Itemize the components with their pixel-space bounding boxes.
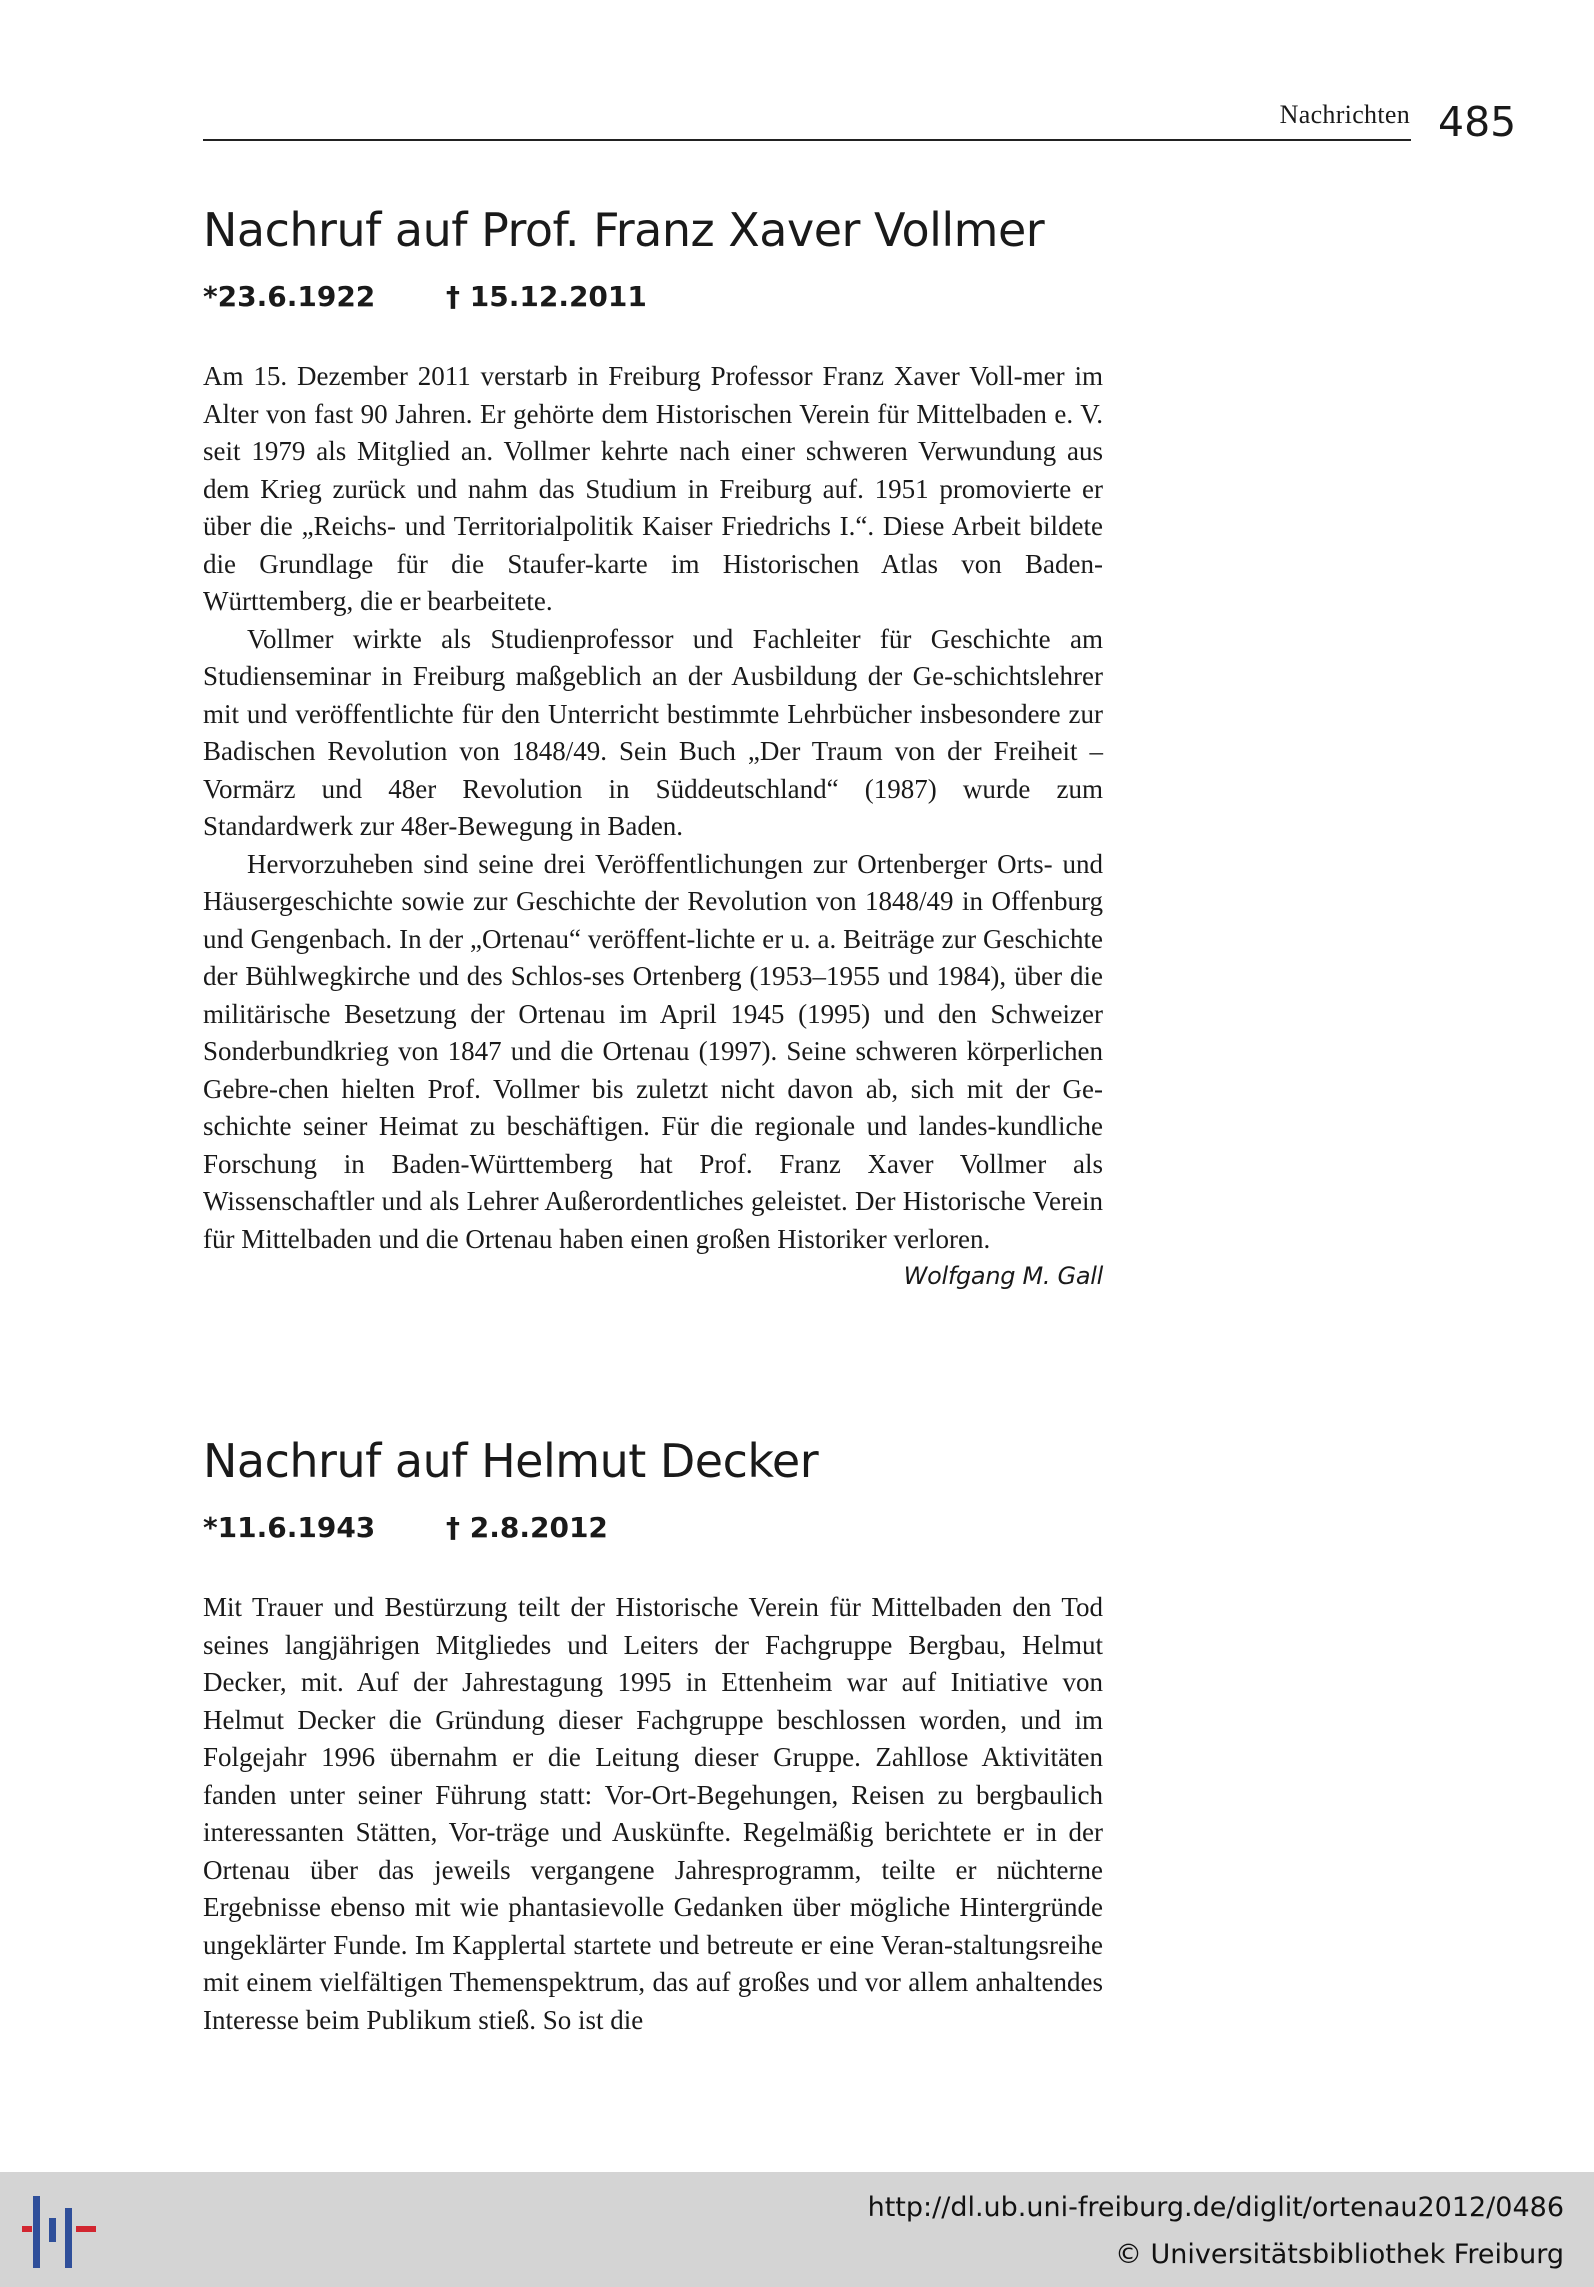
death-date: † 2.8.2012: [446, 1511, 608, 1545]
birth-date: *23.6.1922: [203, 280, 376, 314]
death-date: † 15.12.2011: [446, 280, 647, 314]
source-url-link[interactable]: http://dl.ub.uni-freiburg.de/diglit/ortenau2012/0486: [867, 2192, 1564, 2223]
page-number: 485: [1438, 98, 1517, 146]
paragraph-text: Hervorzuheben sind seine drei Veröffentlichungen zur Ortenberger Orts- und Häusergeschichte sowie zur Geschichte der Revolution von 1848/49 in Offenburg und Gengenbach. In der „Ortenau“ veröffent-lichte er u. a. Beiträge zur Geschichte der Bühlwegkirche und des Schlos-ses Ortenberg (1953–1955 und 1984), über die militärische Besetzung der Ortenau im April 1945 (1995) und den Schweizer Sonderbundkrieg von 1847 und die Ortenau (1997). Seine schweren körperlichen Gebre-chen hielten Prof. Vollmer bis zuletzt nicht davon ab, sich mit der Ge-schichte seiner Heimat zu beschäftigen. Für die regionale und landes-kundliche Forschung in Baden-Württemberg hat Prof. Franz Xaver Vollmer als Wissenschaftler und als Lehrer Außerordentliches geleistet. Der Historische Verein für Mittelbaden und die Ortenau haben einen großen Historiker verloren.: [203, 848, 1103, 1254]
article-vollmer: [203, 203, 1103, 1296]
paragraph: Mit Trauer und Bestürzung teilt der Historische Verein für Mittelbaden den Tod seines langjährigen Mitgliedes und Leiters der Fachgruppe Bergbau, Helmut Decker, mit. Auf der Jahrestagung 1995 in Ettenheim war auf Initiative von Helmut Decker die Gründung dieser Fachgruppe beschlossen worden, und im Folgejahr 1996 übernahm er die Leitung dieser Gruppe. Zahllose Aktivitäten fanden unter seiner Führung statt: Vor-Ort-Begehungen, Reisen zu bergbaulich interessanten Stätten, Vor-träge und Auskünfte. Regelmäßig berichtete er in der Ortenau über das jeweils vergangene Jahresprogramm, teilte er nüchterne Ergebnisse ebenso mit wie phantasievolle Gedanken über mögliche Hintergründe ungeklärter Funde. Im Kapplertal startete und betreute er eine Veran-staltungsreihe mit einem vielfältigen Themenspektrum, das auf großes und vor allem anhaltendes Interesse beim Publikum stieß. So ist die: [203, 1592, 1103, 2035]
ub-freiburg-logo-icon: [20, 2190, 100, 2277]
paragraph: Am 15. Dezember 2011 verstarb in Freiburg Professor Franz Xaver Voll-mer im Alter von fast 90 Jahren. Er gehörte dem Historischen Verein für Mittelbaden e. V. seit 1979 als Mitglied an. Vollmer kehrte nach einer schweren Verwundung aus dem Krieg zurück und nahm das Studium in Freiburg auf. 1951 promovierte er über die „Reichs- und Territorialpolitik Kaiser Friedrichs I.“. Diese Arbeit bildete die Grundlage für die Staufer-karte im Historischen Atlas von Baden-Württemberg, die er bearbeitete.: [203, 361, 1103, 617]
life-dates: [203, 1511, 1103, 1551]
paragraph: [203, 846, 1103, 1291]
footer-bar: [0, 2172, 1594, 2287]
paragraph: Vollmer wirkte als Studienprofessor und Fachleiter für Geschichte am Studienseminar in Freiburg maßgeblich an der Ausbildung der Ge-schichtslehrer mit und veröffentlichte für den Unterricht bestimmte Lehrbücher insbesondere zur Badischen Revolution von 1848/49. Sein Buch „Der Traum von der Freiheit – Vormärz und 48er Revolution in Süddeutschland“ (1987) wurde zum Standardwerk zur 48er-Bewegung in Baden.: [203, 623, 1103, 842]
article-body: [203, 1589, 1103, 2039]
header-rule: [203, 139, 1411, 141]
author-signature: Wolfgang M. Gall: [903, 1262, 1103, 1291]
article-title: Nachruf auf Prof. Franz Xaver Vollmer: [203, 203, 1045, 257]
life-dates: [203, 280, 1103, 320]
article-body: [203, 358, 1103, 1291]
copyright-notice: © Universitätsbibliothek Freiburg: [1114, 2239, 1564, 2270]
header-section-label: Nachrichten: [1279, 100, 1410, 129]
article-title: Nachruf auf Helmut Decker: [203, 1434, 819, 1488]
article-decker: [203, 1434, 1103, 2039]
birth-date: *11.6.1943: [203, 1511, 376, 1545]
